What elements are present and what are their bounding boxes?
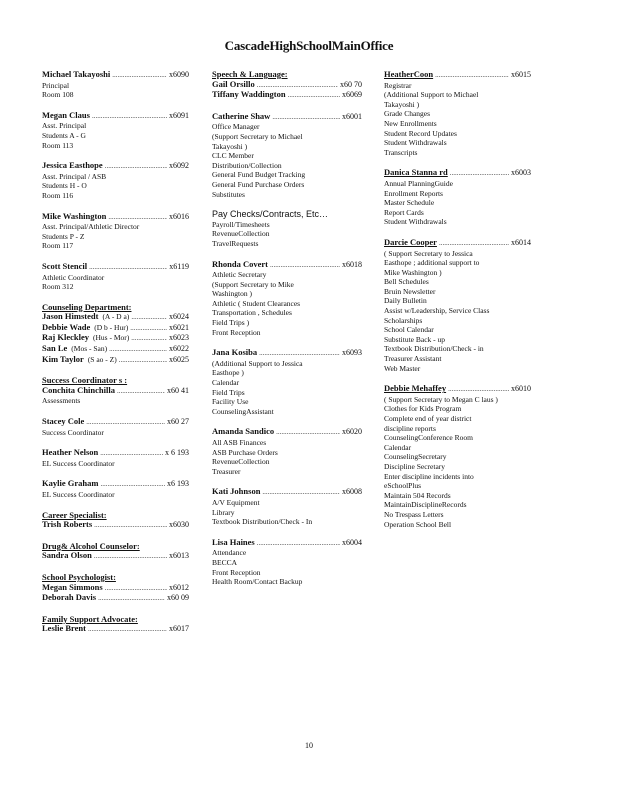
caseload-range: (S ao - Z) — [87, 354, 117, 364]
caseload-range: (Mos - San) — [71, 344, 108, 354]
directory-entry — [384, 70, 531, 157]
duty-line: Assist w/Leadership, Service Class — [384, 306, 490, 316]
caseload-range: (A - D a) — [102, 312, 130, 322]
dot-leader — [131, 334, 167, 344]
dot-leader — [262, 488, 340, 498]
duty-line: Students A - G — [42, 130, 86, 140]
dot-leader — [435, 71, 509, 81]
entry-header — [42, 111, 189, 122]
duty-line: Maintain 504 Records — [384, 490, 451, 500]
duty-line: All ASB Finances — [212, 438, 267, 447]
entry-header — [212, 260, 362, 271]
duty-line: (Support Secretary to Mike — [212, 279, 294, 289]
document-title: CascadeHighSchoolMainOffice — [224, 38, 394, 53]
staff-name: Jason Himstedt — [42, 312, 99, 322]
duty-line: Discipline Secretary — [384, 461, 446, 471]
duty-line: Mike Washington ) — [384, 267, 442, 277]
duty-line: Room 116 — [42, 190, 74, 200]
duty-line: RevenueCollection — [212, 457, 270, 467]
duty-line: CLC Member — [212, 151, 254, 161]
section-heading: Success Coordinator s : — [42, 376, 128, 386]
staff-name: Kim Taylor — [42, 354, 84, 364]
duty-line: Calendar — [384, 442, 412, 452]
duty-line: General Fund Purchase Orders — [212, 179, 305, 189]
duty-line: Web Master — [384, 363, 421, 373]
extension: x6020 — [342, 427, 362, 437]
duty-line: (Additional Support to Michael — [384, 90, 479, 100]
dot-leader — [117, 387, 165, 397]
directory-entry — [42, 376, 189, 406]
duty-line: Athletic Secretary — [212, 270, 267, 280]
directory-entry — [42, 212, 189, 251]
duty-line: ASB Purchase Orders — [212, 447, 278, 457]
staff-name: Megan Simmons — [42, 582, 103, 592]
staff-name: Catherine Shaw — [212, 111, 271, 121]
entry-header — [384, 70, 531, 81]
duty-line: TravelRequests — [212, 238, 259, 248]
directory-entry — [384, 238, 531, 373]
duty-line: CounselingSecretary — [384, 452, 447, 462]
extension: x6022 — [169, 344, 189, 354]
section-heading: Counseling Department: — [42, 302, 132, 312]
duty-line: Library — [212, 507, 235, 517]
duty-line: BECCA — [212, 557, 238, 567]
duty-line: Textbook Distribution/Check - in — [384, 344, 484, 354]
dot-leader — [119, 356, 167, 366]
staff-row — [212, 90, 362, 101]
extension: x6025 — [169, 354, 189, 364]
extension: x6069 — [342, 90, 362, 100]
directory-column-3 — [384, 70, 531, 540]
dot-leader — [257, 539, 340, 549]
section-heading: School Psychologist: — [42, 572, 116, 582]
dot-leader — [100, 449, 163, 459]
dot-leader — [288, 91, 340, 101]
directory-entry — [212, 210, 362, 248]
duty-line: Student Withdrawals — [384, 138, 447, 148]
extension: x6030 — [169, 520, 189, 530]
dot-leader — [100, 480, 165, 490]
duty-line: EL Success Coordinator — [42, 458, 115, 468]
duty-line: No Trespass Letters — [384, 509, 444, 519]
staff-name: Gail Orsillo — [212, 79, 255, 89]
directory-entry — [42, 511, 189, 531]
directory-entry — [384, 168, 531, 227]
duty-line: Success Coordinator — [42, 427, 104, 437]
entry-header — [212, 487, 362, 498]
entry-header — [212, 538, 362, 549]
dot-leader — [94, 521, 167, 531]
extension: x6018 — [342, 259, 362, 269]
extension: x6003 — [511, 168, 531, 178]
extension: x6091 — [169, 110, 189, 120]
staff-name: Kaylie Graham — [42, 479, 99, 489]
duty-line: Clothes for Kids Program — [384, 404, 462, 414]
duty-line: eSchoolPlus — [384, 481, 422, 491]
dot-leader — [131, 313, 167, 323]
staff-name: Trish Roberts — [42, 520, 93, 530]
duty-line: Treasurer — [212, 466, 241, 476]
extension: x6008 — [342, 487, 362, 497]
duty-line: Transportation , Schedules — [212, 308, 292, 318]
staff-name: Stacey Cole — [42, 417, 85, 427]
directory-entry — [212, 70, 362, 101]
dot-leader — [112, 71, 167, 81]
extension: x6024 — [169, 312, 189, 322]
section-heading: Family Support Advocate: — [42, 614, 138, 624]
duty-line: Room 312 — [42, 282, 74, 292]
duty-line: Annual PlanningGuide — [384, 178, 453, 188]
duty-line: Scholarships — [384, 315, 423, 325]
duty-line: ( Support Secretary to Megan C laus ) — [384, 394, 498, 404]
section-heading: Career Specialist: — [42, 510, 107, 520]
dot-leader — [105, 162, 167, 172]
entry-header — [42, 70, 189, 81]
duty-line: CounselingConference Room — [384, 433, 473, 443]
extension: x6010 — [511, 384, 531, 394]
staff-name: HeatherCoon — [384, 70, 434, 79]
duty-line: Student Withdrawals — [384, 217, 447, 227]
directory-entry — [212, 260, 362, 338]
duty-line: Room 113 — [42, 140, 74, 150]
duty-line: Facility Use — [212, 397, 249, 407]
extension: x60 41 — [167, 385, 189, 395]
extension: x6015 — [511, 70, 531, 79]
directory-entry — [42, 542, 189, 562]
duty-line: Payroll/Timesheets — [212, 219, 270, 229]
duty-line: discipline reports — [384, 423, 436, 433]
duty-line: Student Record Updates — [384, 128, 457, 138]
entry-header — [42, 448, 189, 459]
directory-entry — [42, 573, 189, 604]
directory-entry — [212, 112, 362, 199]
entry-header — [212, 427, 362, 438]
dot-leader — [448, 385, 509, 395]
extension: x60 27 — [167, 417, 189, 427]
duty-line: Operation School Bell — [384, 519, 452, 529]
extension: x6013 — [169, 551, 189, 561]
dot-leader — [98, 594, 165, 604]
dot-leader — [439, 239, 509, 249]
section-heading: Drug& Alcohol Counselor: — [42, 541, 140, 551]
staff-name: San Le — [42, 344, 68, 354]
extension: x6092 — [169, 161, 189, 171]
staff-name: Lisa Haines — [212, 537, 255, 547]
staff-row — [42, 593, 189, 604]
duty-line: Washington ) — [212, 289, 253, 299]
directory-entry — [42, 161, 189, 200]
staff-name: Debbie Wade — [42, 322, 91, 332]
staff-name: Danica Stanna rd — [384, 168, 448, 178]
directory-entry — [42, 479, 189, 499]
staff-row — [212, 80, 362, 91]
duty-line: Easthope ; additional support to — [384, 258, 480, 268]
duty-line: Substitute Back - up — [384, 334, 446, 344]
staff-name: Sandra Olson — [42, 551, 92, 561]
entry-header — [42, 262, 189, 273]
dot-leader — [88, 625, 167, 635]
extension: x6014 — [511, 237, 531, 247]
extension: x6119 — [169, 261, 189, 271]
directory-entry — [42, 111, 189, 150]
duty-line: New Enrollments — [384, 118, 437, 128]
entry-header — [42, 520, 189, 531]
duty-line: Registrar — [384, 80, 412, 90]
duty-line: Substitutes — [212, 189, 245, 199]
entry-header — [42, 212, 189, 223]
duty-line: Enrollment Reports — [384, 188, 443, 198]
directory-entry — [212, 538, 362, 587]
duty-line: (Additional Support to Jessica — [212, 358, 303, 368]
entry-header — [42, 479, 189, 490]
staff-name: Jessica Easthope — [42, 161, 103, 171]
staff-row — [42, 333, 189, 344]
staff-name: Michael Takayoshi — [42, 70, 111, 79]
duty-line: Room 117 — [42, 241, 74, 251]
entry-header — [212, 112, 362, 123]
staff-row — [42, 323, 189, 334]
duty-line: Textbook Distribution/Check - In — [212, 517, 313, 527]
entry-header — [384, 384, 531, 395]
dot-leader — [257, 81, 338, 91]
duty-line: Students P - Z — [42, 231, 85, 241]
staff-name: Jana Kosiba — [212, 348, 258, 358]
duty-line: (Support Secretary to Michael — [212, 131, 303, 141]
dot-leader — [89, 263, 167, 273]
dot-leader — [259, 349, 340, 359]
duty-line: Asst. Principal / ASB — [42, 171, 107, 181]
duty-line: Principal — [42, 80, 70, 90]
directory-entry — [384, 384, 531, 529]
duty-line: Enter discipline incidents into — [384, 471, 474, 481]
duty-line: Bruin Newsletter — [384, 286, 436, 296]
duty-line: Easthope ) — [212, 368, 244, 378]
duty-line: Takayoshi ) — [384, 99, 420, 109]
page-number: 10 — [305, 741, 313, 750]
dot-leader — [276, 428, 340, 438]
staff-name: Mike Washington — [42, 211, 107, 221]
directory-entry — [212, 487, 362, 526]
staff-name: Megan Claus — [42, 110, 90, 120]
extension: x6093 — [342, 348, 362, 358]
duty-line: Attendance — [212, 548, 247, 558]
extension: x6021 — [169, 322, 189, 332]
directory-entry — [42, 262, 189, 292]
entry-header — [42, 386, 189, 397]
directory-column-1 — [42, 70, 189, 646]
duty-line: ( Support Secretary to Jessica — [384, 248, 473, 258]
duty-line: Front Reception — [212, 327, 261, 337]
duty-heading: Pay Checks/Contracts, Etc… — [212, 210, 329, 220]
duty-line: School Calendar — [384, 325, 434, 335]
duty-line: Calendar — [212, 378, 240, 388]
caseload-range: (D b - Hur) — [94, 322, 129, 332]
duty-line: MaintainDisciplineRecords — [384, 500, 467, 510]
staff-name: Darcie Cooper — [384, 237, 437, 247]
duty-line: General Fund Budget Tracking — [212, 170, 306, 180]
staff-name: Rhonda Covert — [212, 259, 268, 269]
entry-header — [42, 624, 189, 635]
duty-line: Grade Changes — [384, 109, 431, 119]
duty-line: Distribution/Collection — [212, 160, 282, 170]
staff-row — [42, 312, 189, 323]
entry-header — [42, 161, 189, 172]
caseload-range: (Hus - Mor) — [92, 333, 130, 343]
duty-line: Assessments — [42, 396, 81, 406]
duty-line: Front Reception — [212, 567, 261, 577]
dot-leader — [92, 112, 167, 122]
duty-line: Report Cards — [384, 207, 424, 217]
duty-line: CounselingAssistant — [212, 406, 274, 416]
dot-leader — [450, 169, 509, 179]
duty-line: EL Success Coordinator — [42, 490, 115, 499]
entry-header — [212, 348, 362, 359]
section-heading: Speech & Language: — [212, 70, 288, 79]
staff-name: Heather Nelson — [42, 448, 99, 458]
extension: x6016 — [169, 211, 189, 221]
extension: x6012 — [169, 582, 189, 592]
staff-name: Kati Johnson — [212, 487, 261, 497]
staff-name: Tiffany Waddington — [212, 90, 286, 100]
duty-line: Asst. Principal/Athletic Director — [42, 222, 140, 232]
staff-name: Leslie Brent — [42, 624, 86, 634]
directory-entry — [42, 615, 189, 635]
extension: x6090 — [169, 70, 189, 79]
extension: x6017 — [169, 624, 189, 634]
duty-line: Students H - O — [42, 181, 87, 191]
duty-line: Complete end of year district — [384, 414, 472, 423]
dot-leader — [94, 552, 167, 562]
extension: x 6 193 — [165, 448, 189, 458]
duty-line: Field Trips — [212, 387, 245, 397]
dot-leader — [272, 113, 340, 123]
directory-entry — [42, 70, 189, 100]
staff-row — [42, 344, 189, 355]
directory-entry — [42, 303, 189, 366]
entry-header — [42, 551, 189, 562]
duty-line: Treasurer Assistant — [384, 354, 442, 364]
entry-header — [42, 417, 189, 428]
staff-name: Debbie Mehaffey — [384, 384, 447, 394]
duty-line: Health Room/Contact Backup — [212, 577, 303, 587]
dot-leader — [130, 324, 167, 334]
extension: x6004 — [342, 537, 362, 547]
duty-line: Daily Bulletin — [384, 296, 427, 306]
dot-leader — [108, 213, 167, 223]
duty-line: Transcripts — [384, 147, 418, 157]
staff-row — [42, 583, 189, 594]
entry-header — [384, 168, 531, 179]
extension: x6001 — [342, 111, 362, 121]
duty-line: Athletic ( Student Clearances — [212, 298, 301, 308]
staff-name: Deborah Davis — [42, 593, 97, 603]
duty-line: Master Schedule — [384, 198, 435, 208]
duty-line: Athletic Coordinator — [42, 272, 105, 282]
directory-entry — [42, 448, 189, 468]
directory-entry — [42, 417, 189, 437]
staff-name: Amanda Sandico — [212, 427, 275, 437]
staff-row — [42, 355, 189, 366]
staff-name: Conchita Chinchilla — [42, 385, 115, 395]
dot-leader — [86, 418, 165, 428]
directory-entry — [212, 348, 362, 416]
directory-column-2 — [212, 70, 362, 598]
extension: x6 193 — [167, 479, 189, 489]
duty-line: Asst. Principal — [42, 121, 87, 131]
extension: x60 09 — [167, 593, 189, 603]
duty-line: A/V Equipment — [212, 497, 260, 507]
extension: x60 70 — [340, 79, 362, 89]
directory-entry — [212, 427, 362, 476]
duty-line: Office Manager — [212, 122, 260, 132]
extension: x6023 — [169, 333, 189, 343]
dot-leader — [105, 584, 167, 594]
dot-leader — [109, 345, 167, 355]
duty-line: Takayoshi ) — [212, 141, 248, 151]
duty-line: Bell Schedules — [384, 277, 429, 287]
staff-name: Scott Stencil — [42, 261, 88, 271]
duty-line: RevenueCollection — [212, 229, 270, 239]
dot-leader — [270, 261, 340, 271]
duty-line: Room 108 — [42, 90, 74, 100]
staff-name: Raj Kleckley — [42, 333, 89, 343]
entry-header — [384, 238, 531, 249]
duty-line: Field Trips ) — [212, 318, 250, 328]
